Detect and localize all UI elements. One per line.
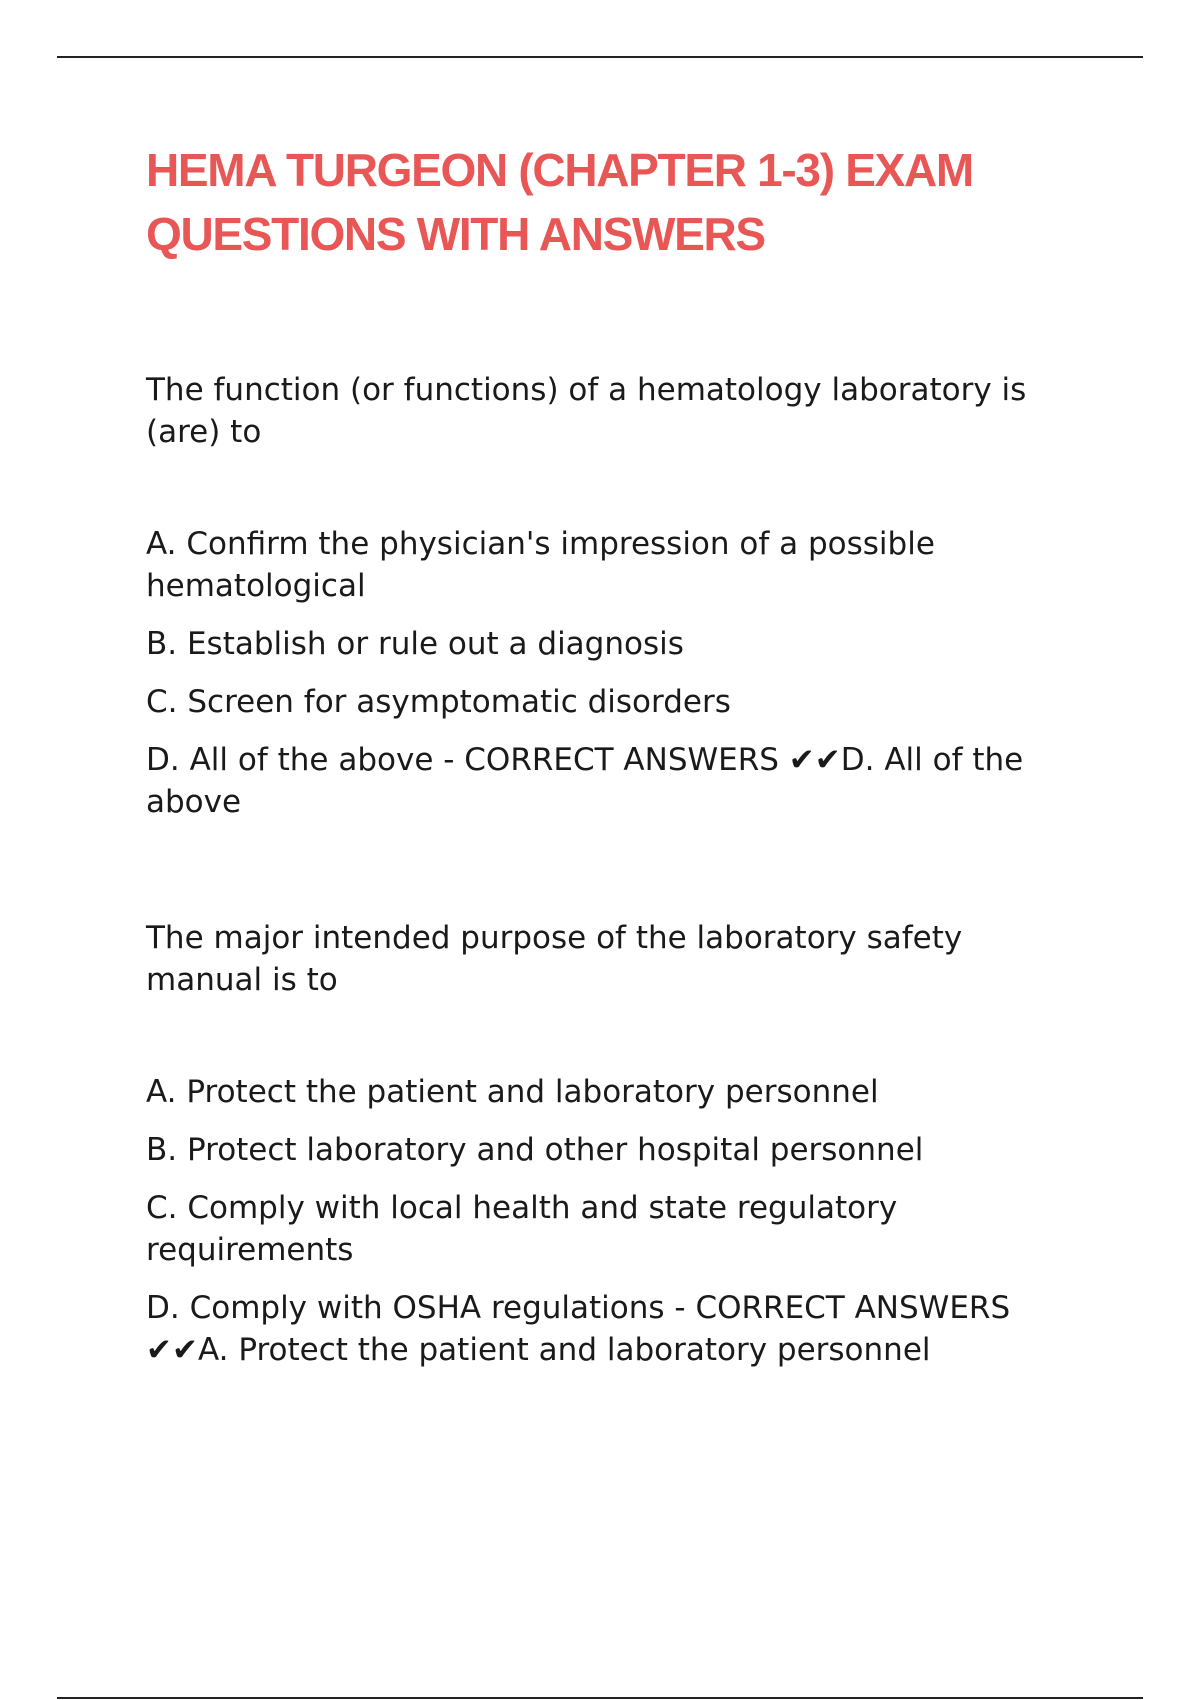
- document-title: HEMA TURGEON (CHAPTER 1-3) EXAM QUESTIONS WITH ANSWERS: [146, 144, 973, 260]
- top-divider: [57, 56, 1143, 58]
- answer-options: [146, 1071, 1086, 1371]
- option-b: B. Protect laboratory and other hospital personnel: [146, 1132, 924, 1168]
- option-b: B. Establish or rule out a diagnosis: [146, 626, 684, 662]
- document-body: [146, 138, 1086, 1387]
- bottom-divider: [57, 1697, 1143, 1699]
- option-d-with-answer: D. All of the above - CORRECT ANSWERS ✔✔D. All of the above: [146, 742, 1024, 820]
- question-1: [146, 369, 1086, 823]
- option-a: A. Confirm the physician's impression of a possible hematological: [146, 526, 935, 604]
- question-prompt: The major intended purpose of the laboratory safety manual is to: [146, 920, 963, 998]
- option-a: A. Protect the patient and laboratory personnel: [146, 1074, 879, 1110]
- question-prompt: The function (or functions) of a hematology laboratory is (are) to: [146, 372, 1027, 450]
- option-c: C. Comply with local health and state regulatory requirements: [146, 1190, 898, 1268]
- option-d-with-answer: D. Comply with OSHA regulations - CORRECT ANSWERS ✔✔A. Protect the patient and laboratory personnel: [146, 1290, 1011, 1368]
- option-c: C. Screen for asymptomatic disorders: [146, 684, 731, 720]
- answer-options: [146, 523, 1086, 823]
- question-2: [146, 917, 1086, 1371]
